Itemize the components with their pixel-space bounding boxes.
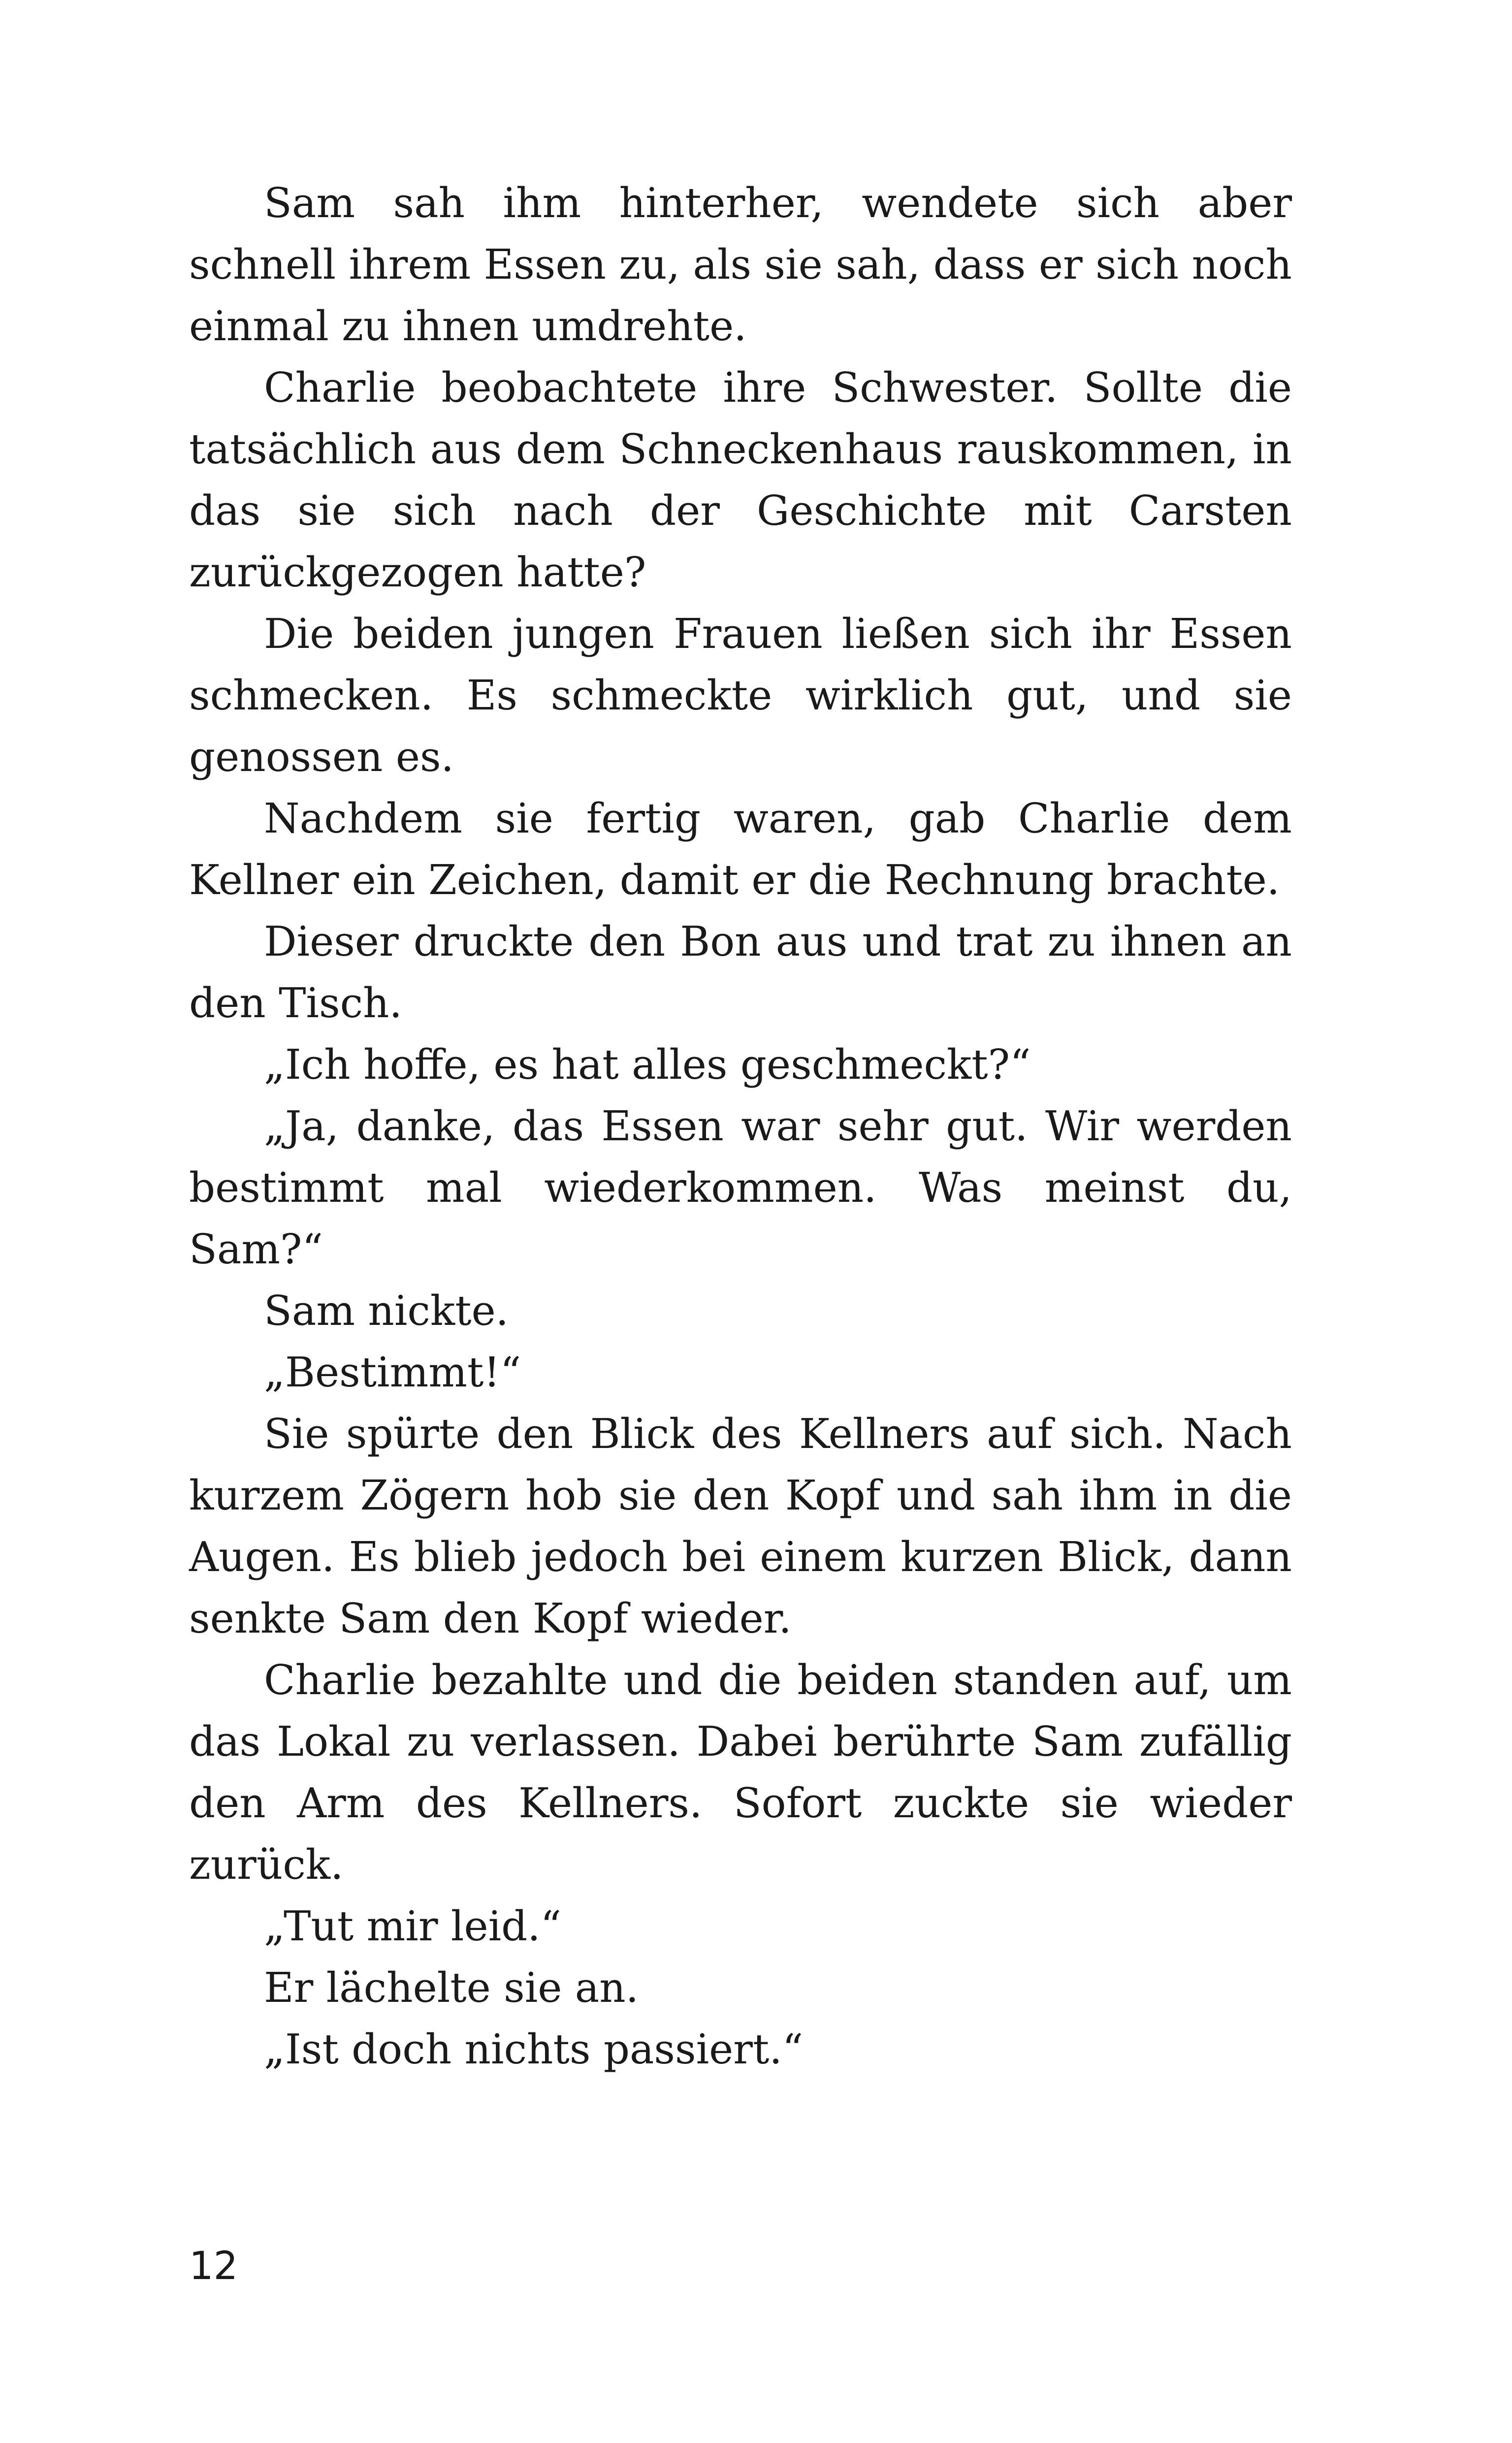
paragraph-11: Charlie bezahlte und die beiden standen auf, um das Lokal zu verlassen. Dabei berührte Sam zufällig den Arm des Kellners. Sofort zuckte sie wieder zurück. bbox=[189, 1656, 1292, 1889]
paragraph-13: Er lächelte sie an. bbox=[264, 1964, 639, 2012]
paragraph-14: „Ist doch nichts passiert.“ bbox=[264, 2025, 804, 2073]
paragraph-9: „Bestimmt!“ bbox=[264, 1349, 521, 1396]
paragraph-3: Die beiden jungen Frauen ließen sich ihr Essen schmecken. Es schmeckte wirklich gut, und sie genossen es. bbox=[189, 610, 1292, 781]
paragraph-5: Dieser druckte den Bon aus und trat zu ihnen an den Tisch. bbox=[189, 918, 1292, 1027]
page-number: 12 bbox=[189, 2244, 238, 2288]
paragraph-6: „Ich hoffe, es hat alles geschmeckt?“ bbox=[264, 1041, 1031, 1089]
paragraph-10: Sie spürte den Blick des Kellners auf sich. Nach kurzem Zögern hob sie den Kopf und sah ihm in die Augen. Es blieb jedoch bei einem kurzen Blick, dann senkte Sam den Kopf wieder. bbox=[189, 1410, 1292, 1642]
body-text bbox=[189, 172, 1292, 2080]
paragraph-4: Nachdem sie fertig waren, gab Charlie dem Kellner ein Zeichen, damit er die Rechnung brachte. bbox=[189, 795, 1292, 904]
paragraph-7: „Ja, danke, das Essen war sehr gut. Wir werden bestimmt mal wiederkommen. Was meinst du, Sam?“ bbox=[189, 1102, 1292, 1273]
paragraph-8: Sam nickte. bbox=[264, 1287, 509, 1335]
paragraph-2: Charlie beobachtete ihre Schwester. Sollte die tatsächlich aus dem Schneckenhaus rauskommen, in das sie sich nach der Geschichte mit Carsten zurückgezogen hatte? bbox=[189, 364, 1292, 596]
paragraph-12: „Tut mir leid.“ bbox=[264, 1902, 562, 1950]
paragraph-1: Sam sah ihm hinterher, wendete sich aber schnell ihrem Essen zu, als sie sah, dass er sich noch einmal zu ihnen umdrehte. bbox=[189, 179, 1292, 350]
